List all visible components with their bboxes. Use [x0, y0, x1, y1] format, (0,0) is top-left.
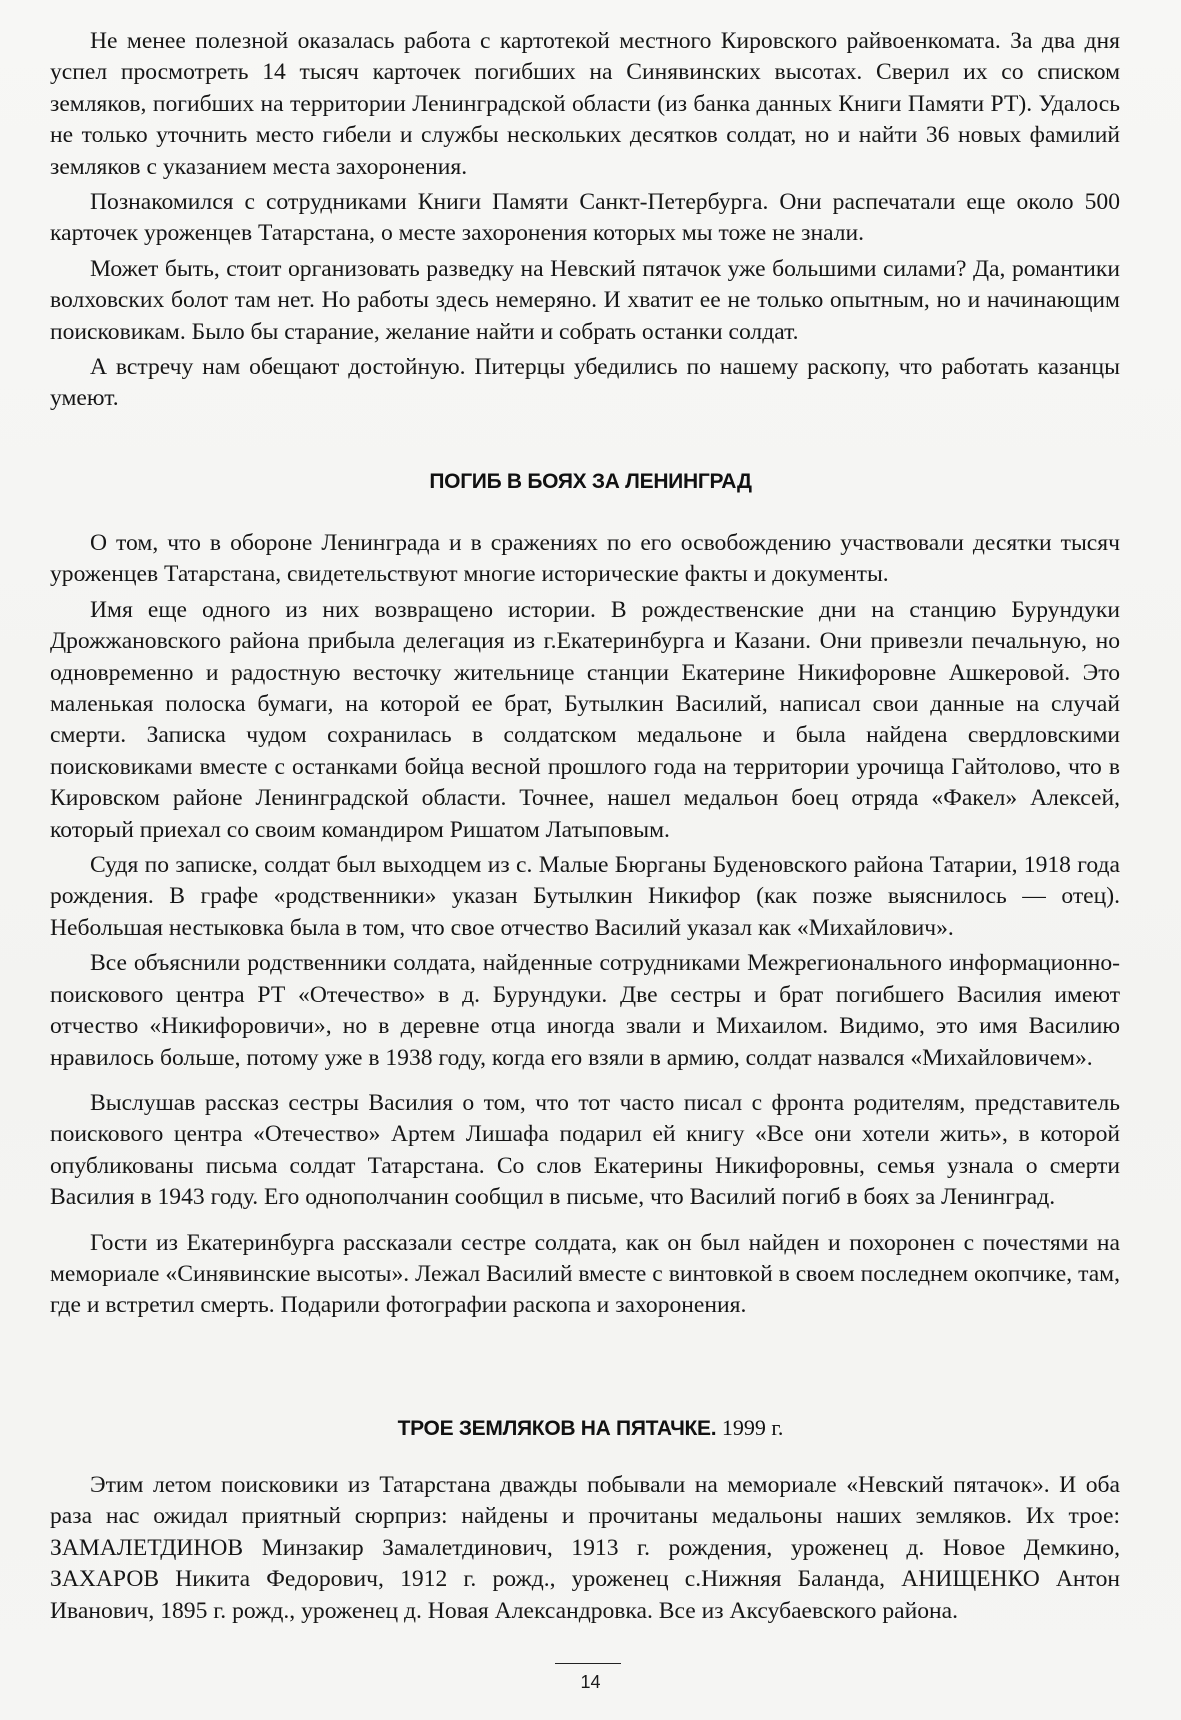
section-intro: [50, 26, 1120, 415]
paragraph: Выслушав рассказ сестры Василия о том, что тот часто писал с фронта родителям, представитель поискового центра «Отечество» Артем Лишафа подарил ей книгу «Все они хотели жить», в которой опубликованы письма солдат Татарстана. Со слов Екатерины Никифоровны, семья узнала о смерти Василия в 1943 году. Его однополчанин сообщил в письме, что Василий погиб в боях за Ленинград.: [50, 1089, 1120, 1211]
section-heading: [0, 1415, 1181, 1441]
section-three-countrymen: [50, 1470, 1120, 1627]
paragraph: Судя по записке, солдат был выходцем из с. Малые Бюрганы Буденовского района Татарии, 1918 года рождения. В графе «родственники» указан Бутылкин Никифор (как позже выяснилось — отец). Небольшая нестыковка была в том, что свое отчество Василий указал как «Михайлович».: [50, 852, 1120, 941]
page-number: 14: [580, 1672, 601, 1692]
paragraph: Гости из Екатеринбурга рассказали сестре солдата, как он был найден и похоронен с почестями на мемориале «Синявинские высоты». Лежал Василий вместе с винтовкой в своем последнем окопчике, там, где и встретил смерть. Подарили фотографии раскопа и захоронения.: [50, 1229, 1120, 1319]
paragraph: Может быть, стоит организовать разведку на Невский пятачок уже большими силами? Да, романтики волховских болот там нет. Но работы здесь немеряно. И хватит ее не только опытным, но и начинающим поисковикам. Было бы старание, желание найти и собрать останки солдат.: [50, 255, 1120, 345]
section-heading: ПОГИБ В БОЯХ ЗА ЛЕНИНГРАД: [429, 470, 752, 493]
page-number-rule: [555, 1663, 621, 1664]
paragraph: А встречу нам обещают достойную. Питерцы убедились по нашему раскопу, что работать казанцы умеют.: [50, 354, 1120, 412]
paragraph: Не менее полезной оказалась работа с картотекой местного Кировского райвоенкомата. За два дня успел просмотреть 14 тысяч карточек погибших на Синявинских высотах. Сверил их со списком земляков, погибших на территории Ленинградской области (из банка данных Книги Памяти РТ). Удалось не только уточнить место гибели и службы нескольких десятков солдат, но и найти 36 новых фамилий земляков с указанием места захоронения.: [50, 28, 1120, 180]
paragraph: Этим летом поисковики из Татарстана дважды побывали на мемориале «Невский пятачок». И оба раза нас ожидал приятный сюрприз: найдены и прочитаны медальоны наших земляков. Их трое: ЗАМАЛЕТДИНОВ Минзакир Замалетдинович, 1913 г. рождения, уроженец д. Новое Демкино, ЗАХАРОВ Никита Федорович, 1912 г. рожд., уроженец с.Нижняя Баланда, АНИЩЕНКО Антон Иванович, 1895 г. рожд., уроженец д. Новая Александровка. Все из Аксубаевского района.: [50, 1472, 1120, 1624]
section-leningrad: [50, 528, 1120, 1322]
paragraph: Познакомился с сотрудниками Книги Памяти Санкт-Петербурга. Они распечатали еще около 500 карточек уроженцев Татарстана, о месте захоронения которых мы тоже не знали.: [50, 189, 1120, 247]
paragraph: Имя еще одного из них возвращено истории. В рождественские дни на станцию Бурундуки Дрожжановского района прибыла делегация из г.Екатеринбурга и Казани. Они привезли печальную, но одновременно и радостную весточку жительнице станции Екатерине Никифоровне Ашкеровой. Это маленькая полоска бумаги, на которой ее брат, Бутылкин Василий, написал свои данные на случай смерти. Записка чудом сохранилась в солдатском медальоне и была найдена свердловскими поисковиками вместе с останками бойца весной прошлого года на территории урочища Гайтолово, что в Кировском районе Ленинградской области. Точнее, нашел медальон боец отряда «Факел» Алексей, который приехал со своим командиром Ришатом Латыповым.: [50, 596, 1120, 843]
paragraph: Все объяснили родственники солдата, найденные сотрудниками Межрегионального информационно-поискового центра РТ «Отечество» в д. Бурундуки. Две сестры и брат погибшего Василия имеют отчество «Никифоровичи», но в деревне отца иногда звали и Михаилом. Видимо, это имя Василию нравилось больше, потому уже в 1938 году, когда его взяли в армию, солдат назвался «Михайловичем».: [50, 950, 1120, 1071]
heading-text: ТРОЕ ЗЕМЛЯКОВ НА ПЯТАЧКЕ.: [397, 1417, 717, 1440]
heading-year: 1999 г.: [721, 1415, 784, 1440]
paragraph: О том, что в обороне Ленинграда и в сражениях по его освобождению участвовали десятки тысяч уроженцев Татарстана, свидетельствуют многие исторические факты и документы.: [50, 530, 1120, 588]
